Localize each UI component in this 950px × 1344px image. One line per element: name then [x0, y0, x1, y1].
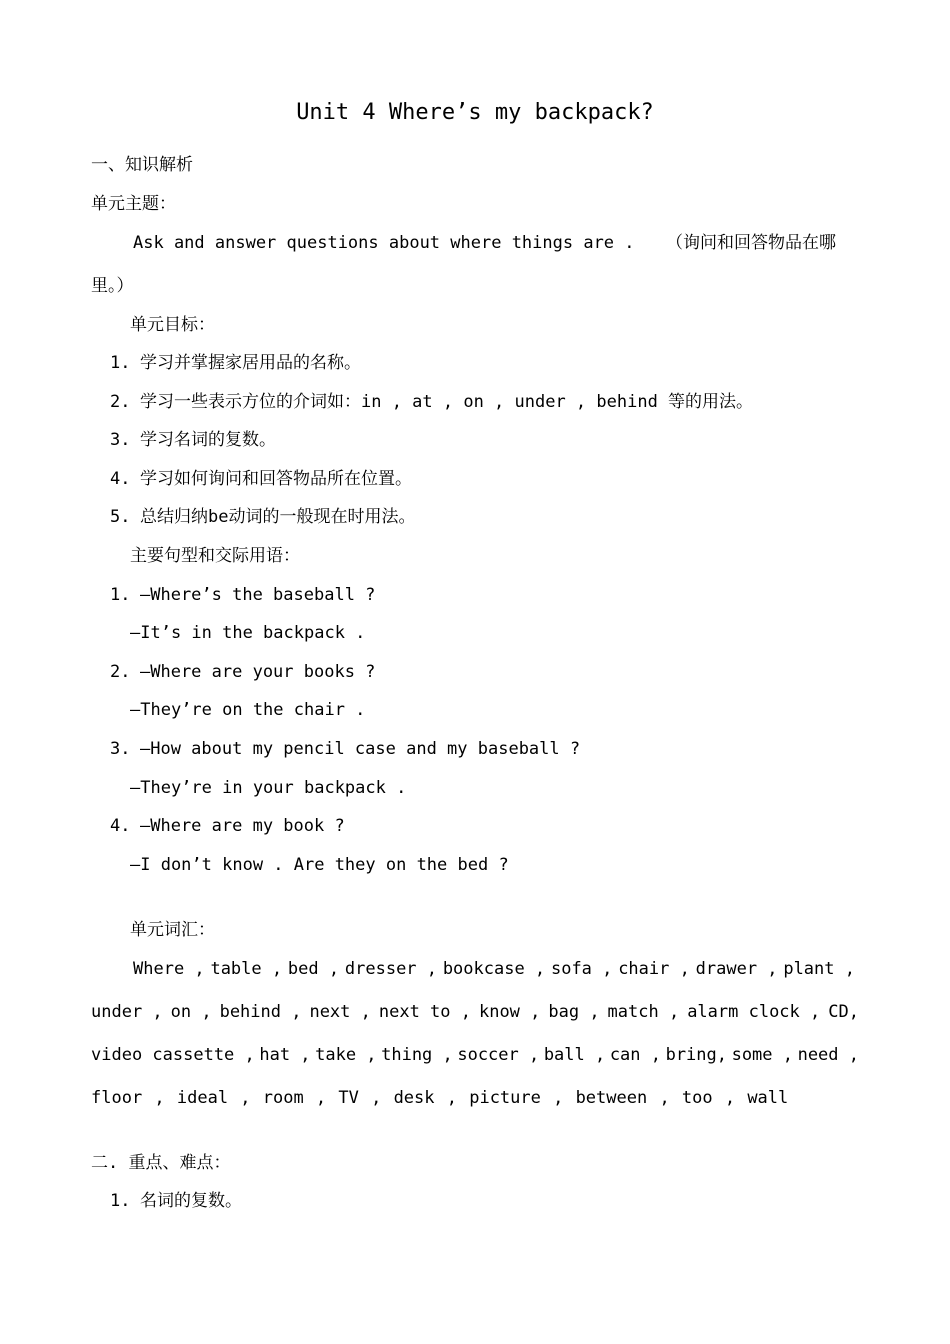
sentences-label: 主要句型和交际用语：: [130, 546, 300, 566]
goal-item: 4. 学习如何询问和回答物品所在位置。: [110, 469, 412, 489]
key-point-item: 1. 名词的复数。: [110, 1191, 242, 1211]
unit-topic-text-zh-continued: 里。）: [91, 276, 134, 296]
dialogue-question: 3. —How about my pencil case and my baseball ?: [110, 739, 581, 759]
vocab-line: floor , ideal , room , TV , desk , picture , between , too , wall: [91, 1088, 789, 1108]
dialogue-question: 4. —Where are my book ?: [110, 816, 345, 836]
unit-topic-text-en: Ask and answer questions about where things are .: [133, 233, 635, 253]
dialogue-question: 2. —Where are your books ?: [110, 662, 376, 682]
unit-topic-label: 单元主题：: [91, 194, 176, 214]
document-title: Unit 4 Where’s my backpack?: [296, 100, 654, 125]
goal-item: 5. 总结归纳be动词的一般现在时用法。: [110, 507, 416, 527]
dialogue-question: 1. —Where’s the baseball ?: [110, 585, 376, 605]
vocab-line: under , on , behind , next , next to , know , bag , match , alarm clock , CD,: [91, 1002, 859, 1022]
unit-topic-text-zh: （询问和回答物品在哪: [666, 233, 836, 253]
goal-item: 2. 学习一些表示方位的介词如：in , at , on , under , behind 等的用法。: [110, 392, 754, 412]
dialogue-answer: —They’re in your backpack .: [130, 778, 407, 798]
dialogue-answer: —It’s in the backpack .: [130, 623, 366, 643]
dialogue-answer: —I don’t know . Are they on the bed ?: [130, 855, 509, 875]
vocab-label: 单元词汇：: [130, 920, 215, 940]
section2-heading: 二. 重点、难点：: [91, 1153, 231, 1173]
vocab-line: Where , table , bed , dresser , bookcase , sofa , chair , drawer , plant ,: [133, 959, 855, 979]
goals-label: 单元目标：: [130, 315, 215, 335]
goal-item: 3. 学习名词的复数。: [110, 430, 276, 450]
section1-heading: 一、知识解析: [91, 155, 193, 175]
goal-item: 1. 学习并掌握家居用品的名称。: [110, 353, 361, 373]
dialogue-answer: —They’re on the chair .: [130, 700, 366, 720]
vocab-line: video cassette , hat , take , thing , soccer , ball , can , bring, some , need ,: [91, 1045, 859, 1065]
